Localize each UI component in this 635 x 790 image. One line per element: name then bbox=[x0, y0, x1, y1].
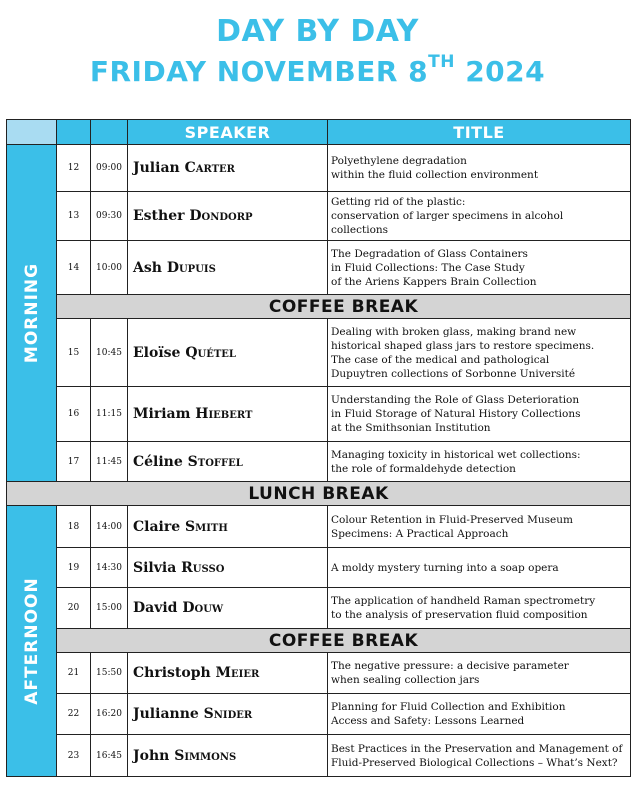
session-number: 20 bbox=[57, 588, 91, 629]
talk-title: The application of handheld Raman spectrometry to the analysis of preservation fluid composition bbox=[328, 588, 631, 629]
date-ordinal-suffix: TH bbox=[428, 51, 455, 72]
speaker-name: Eloïse Quétel bbox=[128, 319, 328, 387]
break-row bbox=[7, 629, 631, 653]
session-number: 13 bbox=[57, 192, 91, 241]
session-time: 09:30 bbox=[91, 192, 128, 241]
session-number: 19 bbox=[57, 548, 91, 588]
page-title: DAY BY DAY bbox=[216, 14, 419, 49]
speaker-name: Ash Dupuis bbox=[128, 241, 328, 295]
table-row bbox=[7, 319, 631, 387]
speaker-name: Miriam Hiebert bbox=[128, 387, 328, 442]
table-row bbox=[7, 506, 631, 548]
talk-title: Dealing with broken glass, making brand new historical shaped glass jars to restore specimens. The case of the medical and pathological Dupuytren collections of Sorbonne Université bbox=[328, 319, 631, 387]
break-row bbox=[7, 482, 631, 506]
morning-period-cell bbox=[7, 145, 57, 482]
speaker-name: Christoph Meier bbox=[128, 653, 328, 694]
speaker-name: Céline Stoffel bbox=[128, 442, 328, 482]
speaker-name: Julianne Snider bbox=[128, 694, 328, 735]
session-time: 11:15 bbox=[91, 387, 128, 442]
session-number: 17 bbox=[57, 442, 91, 482]
session-time: 15:00 bbox=[91, 588, 128, 629]
session-time: 10:45 bbox=[91, 319, 128, 387]
session-number: 22 bbox=[57, 694, 91, 735]
header-number-cell bbox=[57, 120, 91, 145]
session-number: 15 bbox=[57, 319, 91, 387]
table-row bbox=[7, 653, 631, 694]
lunch-break-label: LUNCH BREAK bbox=[7, 482, 631, 506]
speaker-column-header: SPEAKER bbox=[128, 120, 328, 145]
table-row bbox=[7, 241, 631, 295]
afternoon-label: AFTERNOON bbox=[21, 577, 42, 705]
table-row bbox=[7, 442, 631, 482]
speaker-name: John Simmons bbox=[128, 735, 328, 777]
coffee-break-label: COFFEE BREAK bbox=[57, 629, 631, 653]
table-row bbox=[7, 387, 631, 442]
header-corner-cell bbox=[7, 120, 57, 145]
morning-label: MORNING bbox=[21, 262, 42, 364]
session-number: 18 bbox=[57, 506, 91, 548]
speaker-name: Julian Carter bbox=[128, 145, 328, 192]
talk-title: The negative pressure: a decisive parameter when sealing collection jars bbox=[328, 653, 631, 694]
table-row bbox=[7, 192, 631, 241]
date-year: 2024 bbox=[454, 55, 546, 88]
talk-title: Best Practices in the Preservation and Management of Fluid-Preserved Biological Collections – What’s Next? bbox=[328, 735, 631, 777]
talk-title: A moldy mystery turning into a soap opera bbox=[328, 548, 631, 588]
header-time-cell bbox=[91, 120, 128, 145]
page-subtitle-date bbox=[0, 51, 635, 88]
session-time: 14:30 bbox=[91, 548, 128, 588]
session-time: 10:00 bbox=[91, 241, 128, 295]
speaker-name: Esther Dondorp bbox=[128, 192, 328, 241]
talk-title: Understanding the Role of Glass Deterioration in Fluid Storage of Natural History Collections at the Smithsonian Institution bbox=[328, 387, 631, 442]
talk-title: Managing toxicity in historical wet collections: the role of formaldehyde detection bbox=[328, 442, 631, 482]
break-row bbox=[7, 295, 631, 319]
date-text: FRIDAY NOVEMBER 8 bbox=[89, 55, 429, 88]
table-row bbox=[7, 588, 631, 629]
session-time: 16:45 bbox=[91, 735, 128, 777]
session-time: 14:00 bbox=[91, 506, 128, 548]
speaker-name: Silvia Russo bbox=[128, 548, 328, 588]
afternoon-period-cell bbox=[7, 506, 57, 777]
schedule-table bbox=[6, 119, 631, 777]
session-time: 16:20 bbox=[91, 694, 128, 735]
talk-title: Planning for Fluid Collection and Exhibition Access and Safety: Lessons Learned bbox=[328, 694, 631, 735]
session-number: 12 bbox=[57, 145, 91, 192]
session-number: 14 bbox=[57, 241, 91, 295]
table-row bbox=[7, 735, 631, 777]
session-number: 21 bbox=[57, 653, 91, 694]
title-column-header: TITLE bbox=[328, 120, 631, 145]
session-time: 11:45 bbox=[91, 442, 128, 482]
talk-title: The Degradation of Glass Containers in Fluid Collections: The Case Study of the Ariens Kappers Brain Collection bbox=[328, 241, 631, 295]
speaker-name: Claire Smith bbox=[128, 506, 328, 548]
talk-title: Colour Retention in Fluid-Preserved Museum Specimens: A Practical Approach bbox=[328, 506, 631, 548]
session-time: 09:00 bbox=[91, 145, 128, 192]
talk-title: Polyethylene degradation within the fluid collection environment bbox=[328, 145, 631, 192]
speaker-name: David Douw bbox=[128, 588, 328, 629]
talk-title: Getting rid of the plastic: conservation of larger specimens in alcohol collections bbox=[328, 192, 631, 241]
table-row bbox=[7, 548, 631, 588]
table-header-row bbox=[7, 120, 631, 145]
table-row bbox=[7, 694, 631, 735]
session-time: 15:50 bbox=[91, 653, 128, 694]
table-row bbox=[7, 145, 631, 192]
coffee-break-label: COFFEE BREAK bbox=[57, 295, 631, 319]
session-number: 16 bbox=[57, 387, 91, 442]
session-number: 23 bbox=[57, 735, 91, 777]
